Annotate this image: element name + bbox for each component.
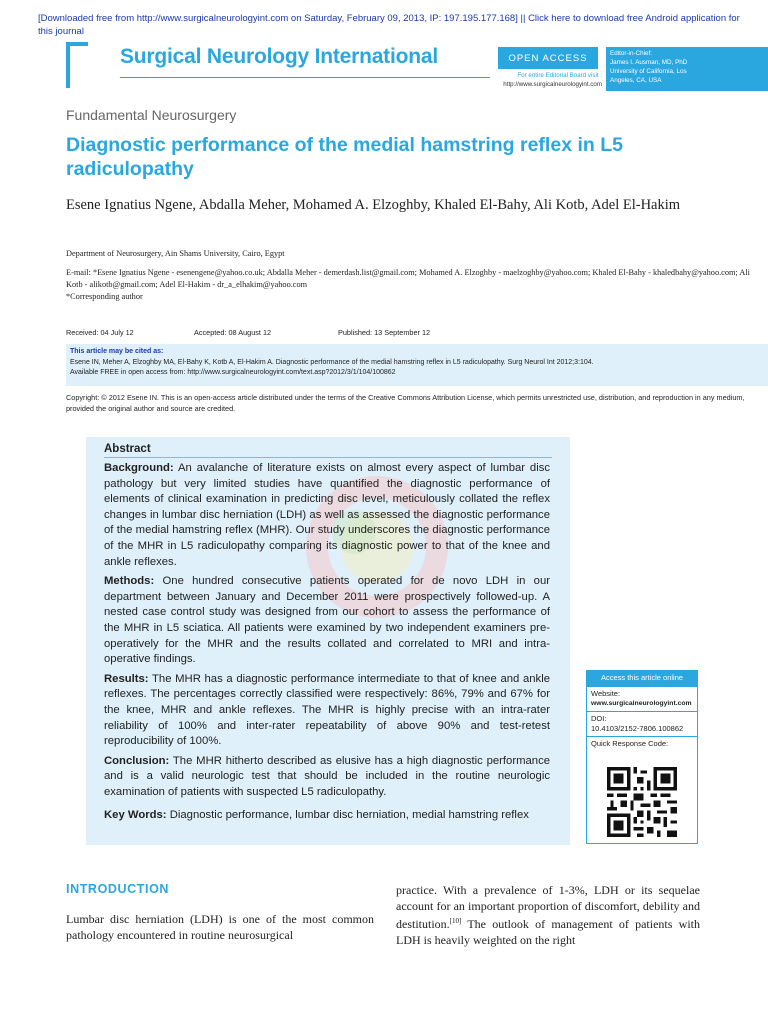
keywords-label: Key Words: xyxy=(104,809,167,821)
received-date: Received: 04 July 12 xyxy=(66,328,134,337)
editor-affiliation: University of California, Los xyxy=(610,68,687,75)
methods-label: Methods: xyxy=(104,575,155,588)
website-link[interactable]: www.surgicalneurologyint.com xyxy=(591,700,692,707)
intro-text-a: practice. With a prevalence of 1-3%, LDH or its sequelae account for an important proportion of discomfort, debility and destitution. xyxy=(396,883,700,932)
background-label: Background: xyxy=(104,462,174,474)
abstract-body xyxy=(104,461,550,804)
access-online-box xyxy=(586,670,698,844)
journal-name: Surgical Neurology International xyxy=(120,45,438,68)
abstract-divider xyxy=(104,457,552,458)
methods-text: One hundred consecutive patients operated for de novo LDH in our department between January and December 2011 were prospectively followed-up. A nested case control study was designed from our cohort to assess the performance of the MHR in L5 sciatica. All patients were examined by two independent examiners pre-operatively for the MHR and the results collated and correlated to MRI and intra-operative findings. xyxy=(104,575,551,666)
department: Department of Neurosurgery, Ain Shams University, Cairo, Egypt xyxy=(66,249,285,258)
editor-label: Editor-in-Chief: xyxy=(610,50,652,57)
qr-code-icon[interactable] xyxy=(607,767,677,837)
board-label: For entire Editorial Board visit : xyxy=(517,72,602,79)
editorial-board-info xyxy=(498,72,602,89)
qr-row xyxy=(587,736,697,751)
website-label: Website: xyxy=(591,689,621,698)
intro-text-b: The outlook of management of patients with LDH is heavily weighted on the right xyxy=(396,917,700,947)
conclusion-label: Conclusion: xyxy=(104,754,170,767)
download-banner-line1[interactable]: [Downloaded free from http://www.surgicalneurologyint.com on Saturday, February 09, 2013, IP: 197.195.177.168] || Click here to download free Android application for xyxy=(38,13,740,24)
download-banner-line2[interactable]: this journal xyxy=(38,26,84,37)
access-header: Access this article online xyxy=(587,671,697,686)
results-label: Results: xyxy=(104,672,149,685)
author-emails xyxy=(66,267,766,303)
abstract-methods xyxy=(104,574,550,668)
citation-available[interactable]: Available FREE in open access from: http://www.surgicalneurologyint.com/text.asp?2012/3/1/104/100862 xyxy=(70,369,396,376)
editor-location: Angeles, CA, USA xyxy=(610,77,662,84)
introduction-heading: INTRODUCTION xyxy=(66,882,170,896)
abstract-conclusion xyxy=(104,754,550,801)
background-text: An avalanche of literature exists on almost every aspect of lumbar disc pathology but very limited studies have quantified the diagnostic performance of elements of clinical examination in predicting disc level, meticulously collated the reflex changes in lumbar disc herniation (LDH) as well as assessed the diagnostic performance of the medial hamstring reflex (MHR). Our study underscores the diagnostic performance of the MHR in L5 radiculopathy comparing its diagnostic power to that of the knee and ankle reflexes. xyxy=(104,462,551,568)
citation-label: This article may be cited as: xyxy=(70,348,164,355)
results-text: The MHR has a diagnostic performance intermediate to that of knee and ankle reflexes. The percentages correctly classified were respectively: 86%, 79% and 67% for the knee, MHR and ankle reflexes. The MHR is highly precise with an intra-rater reliability of 100% and inter-rater repeatability of above 90% and test-retest reproducibility of 100%. xyxy=(104,672,550,748)
article-title: Diagnostic performance of the medial hamstring reflex in L5 radiculopathy xyxy=(66,134,623,180)
abstract-background xyxy=(104,461,550,570)
accepted-date: Accepted: 08 August 12 xyxy=(194,328,272,337)
header-divider xyxy=(120,77,490,78)
email-list: E-mail: *Esene Ignatius Ngene - esenengene@yahoo.co.uk; Abdalla Meher - demerdash.list@gmail.com; Mohamed A. Elzoghby - maelzoghby@yahoo.com; Khaled El-Bahy - khaledbahy@yahoo.com; Ali Kotb - alikotb@gmail.com; Adel El-Hakim - dr_a_elhakim@yahoo.com xyxy=(66,268,750,289)
intro-column-right xyxy=(396,883,700,948)
keywords-text: Diagnostic performance, lumbar disc herniation, medial hamstring reflex xyxy=(169,809,529,821)
keywords xyxy=(104,808,550,824)
section-label: Fundamental Neurosurgery xyxy=(66,107,237,123)
conclusion-text: The MHR hitherto described as elusive has a high diagnostic performance and is a valid neurologic test that should be included in the routine neurologic examination of patients with suspected L5 radiculopathy. xyxy=(104,754,551,798)
open-access-badge: OPEN ACCESS xyxy=(498,47,598,69)
editor-name: James I. Ausman, MD, PhD xyxy=(610,59,688,66)
citation-box xyxy=(66,344,768,386)
qr-label: Quick Response Code: xyxy=(591,739,669,748)
reference-10[interactable]: [10] xyxy=(449,917,462,926)
intro-column-left: Lumbar disc herniation (LDH) is one of the most common pathology encountered in routine neurosurgical xyxy=(66,912,374,942)
abstract-results xyxy=(104,672,550,750)
header-bracket-top xyxy=(66,42,88,46)
published-date: Published: 13 September 12 xyxy=(338,328,431,337)
website-row xyxy=(587,686,697,711)
doi-value[interactable]: 10.4103/2152-7806.100862 xyxy=(591,724,684,733)
doi-label: DOI: xyxy=(591,714,607,723)
abstract-heading: Abstract xyxy=(104,443,151,455)
corresponding-note: *Corresponding author xyxy=(66,292,143,301)
board-url[interactable]: http://www.surgicalneurologyint.com xyxy=(503,80,602,88)
download-banner[interactable] xyxy=(38,12,768,38)
copyright-notice: Copyright: © 2012 Esene IN. This is an open-access article distributed under the terms of the Creative Commons Attribution License, which permits unrestricted use, distribution, and reproduction in any medium, provided the original author and source are credited. xyxy=(66,393,745,413)
doi-row xyxy=(587,711,697,736)
author-list: Esene Ignatius Ngene, Abdalla Meher, Mohamed A. Elzoghby, Khaled El-Bahy, Ali Kotb, Adel El-Hakim xyxy=(66,197,681,213)
citation-text: Esene IN, Meher A, Elzoghby MA, El-Bahy K, Kotb A, El-Hakim A. Diagnostic performance of the medial hamstring reflex in L5 radiculopathy. Surg Neurol Int 2012;3:104. xyxy=(70,358,594,366)
header-bracket xyxy=(66,42,70,88)
editor-in-chief-box xyxy=(606,47,768,91)
